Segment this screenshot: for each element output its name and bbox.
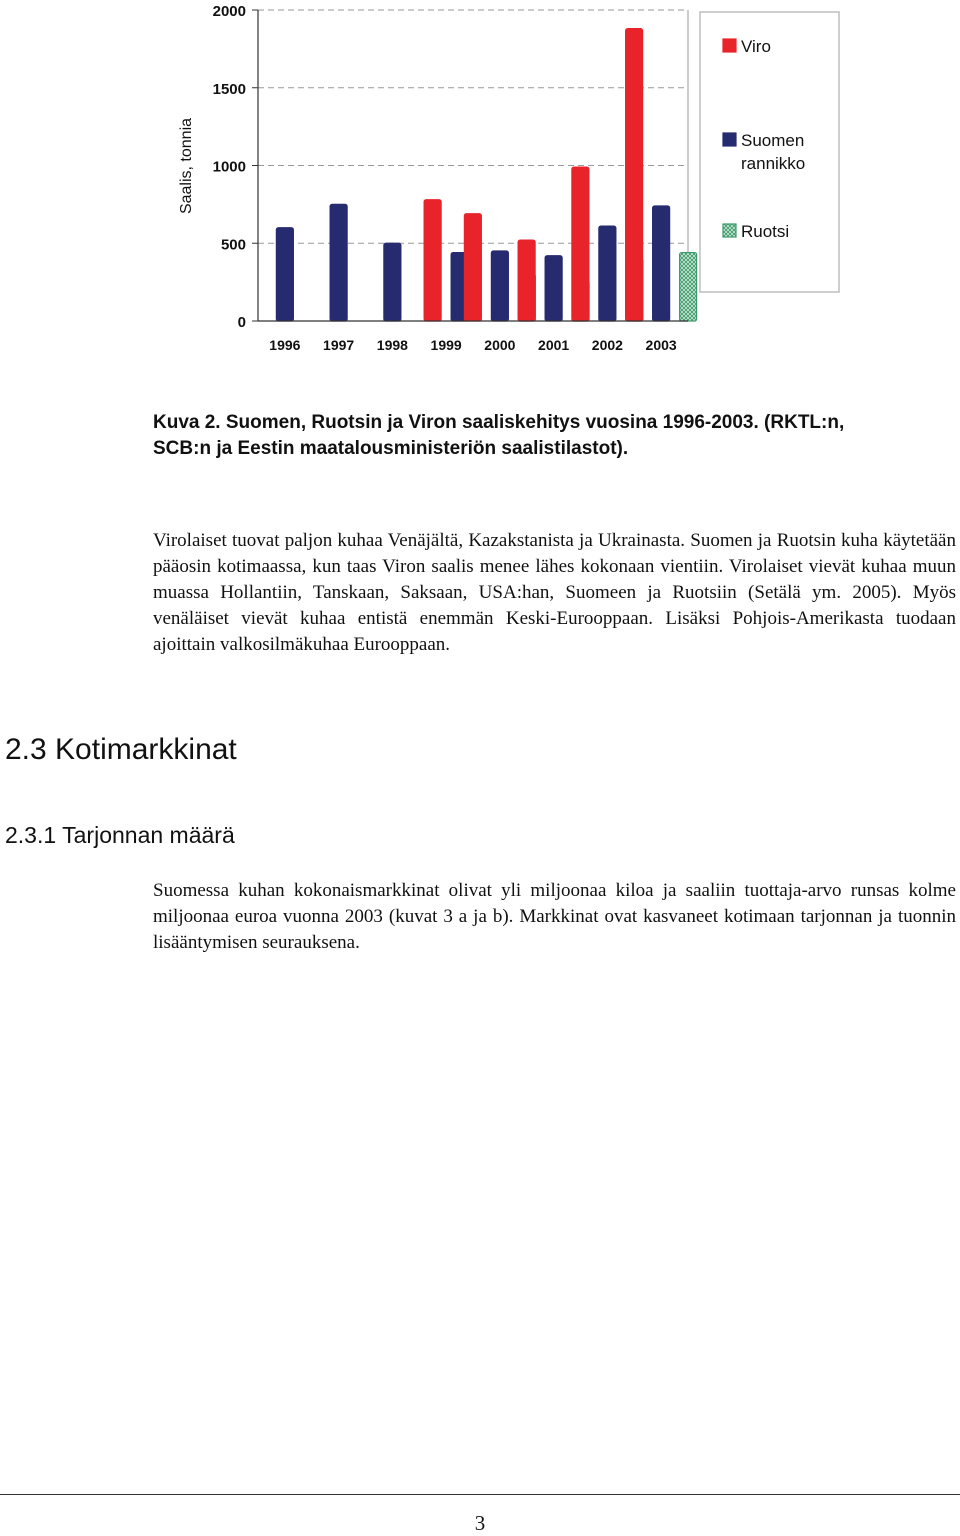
figure-caption bbox=[153, 410, 953, 462]
bar-suomen-rannikko-1997 bbox=[330, 204, 347, 321]
x-tick-label: 2000 bbox=[484, 337, 516, 353]
x-tick-label: 1996 bbox=[269, 337, 301, 353]
legend-label: Suomen bbox=[741, 131, 805, 150]
paragraph-market: Suomessa kuhan kokonaismarkkinat olivat yli miljoonaa kiloa ja saaliin tuottaja-arvo runsas kolme miljoonaa euroa vuonna 2003 (kuvat 3 a ja b). Markkinat ovat kasvaneet kotimaan tarjonnan ja tuonnin lisääntymisen seurauksena. bbox=[153, 880, 956, 953]
bar-viro-2001 bbox=[518, 240, 535, 321]
y-tick-label: 2000 bbox=[212, 3, 246, 20]
bar-viro-2003 bbox=[626, 29, 643, 321]
legend-label: Ruotsi bbox=[741, 222, 790, 241]
catch-bar-chart bbox=[0, 0, 960, 370]
y-tick-label: 1500 bbox=[212, 80, 246, 98]
legend-swatch bbox=[723, 224, 736, 237]
section-heading-kotimarkkinat: 2.3 Kotimarkkinat bbox=[5, 733, 237, 766]
bar-suomen-rannikko-1996 bbox=[276, 228, 293, 321]
bars bbox=[276, 29, 696, 321]
legend-label: Viro bbox=[741, 37, 771, 56]
subsection-heading-tarjonnan-maara: 2.3.1 Tarjonnan määrä bbox=[5, 822, 235, 848]
x-tick-label: 1999 bbox=[430, 337, 462, 353]
bar-viro-2000 bbox=[464, 214, 481, 321]
x-tick-label: 1997 bbox=[323, 337, 355, 353]
caption-line-2: SCB:n ja Eestin maatalousministeriön saalistilastot). bbox=[153, 438, 629, 459]
legend-swatch bbox=[723, 39, 736, 52]
footer-rule bbox=[0, 1494, 960, 1495]
bar-viro-2002 bbox=[572, 167, 589, 321]
bar-suomen-rannikko-2000 bbox=[491, 251, 508, 321]
x-tick-label: 1998 bbox=[376, 337, 408, 353]
x-tick-label: 2002 bbox=[591, 337, 623, 353]
bar-suomen-rannikko-2003 bbox=[653, 206, 670, 321]
caption-line-1: Kuva 2. Suomen, Ruotsin ja Viron saaliskehitys vuosina 1996-2003. (RKTL:n, bbox=[153, 412, 845, 433]
bar-suomen-rannikko-1998 bbox=[384, 243, 401, 321]
paragraph-imports: Virolaiset tuovat paljon kuhaa Venäjältä, Kazakstanista ja Ukrainasta. Suomen ja Ruotsin kuha käytetään pääosin kotimaassa, kun taas Viron saalis menee lähes kokonaan vientiin. Virolaiset vievät kuhaa muun muassa Hollantiin, Tanskaan, Saksaan, USA:han, Suomeen ja Ruotsiin (Setälä ym. 2005). Myös venäläiset vievät kuhaa entistä enemmän Keski-Eurooppaan. Lisäksi Pohjois-Amerikasta tuodaan ajoittain valkosilmäkuhaa Eurooppaan. bbox=[153, 530, 956, 655]
y-axis-label: Saalis, tonnia bbox=[178, 117, 195, 215]
y-tick-label: 500 bbox=[220, 236, 246, 254]
y-tick-label: 0 bbox=[237, 314, 246, 331]
y-tick-label: 1000 bbox=[212, 158, 246, 176]
bar-ruotsi-2003 bbox=[680, 253, 697, 321]
x-tick-label: 2003 bbox=[645, 337, 677, 353]
legend-swatch bbox=[723, 133, 736, 146]
page-number: 3 bbox=[474, 1511, 486, 1535]
bar-suomen-rannikko-2002 bbox=[599, 226, 616, 321]
legend-label: rannikko bbox=[741, 154, 806, 173]
bar-viro-1999 bbox=[424, 200, 441, 321]
bar-suomen-rannikko-2001 bbox=[545, 256, 562, 321]
x-tick-label: 2001 bbox=[538, 337, 570, 353]
legend bbox=[700, 12, 839, 292]
